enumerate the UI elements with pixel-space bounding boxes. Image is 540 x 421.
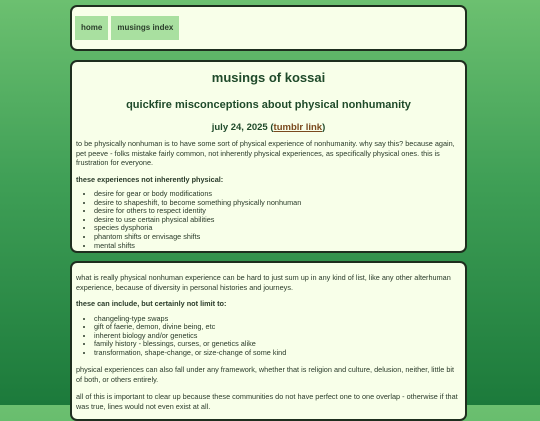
nav-panel	[70, 5, 467, 51]
post-date	[76, 122, 461, 134]
list-item: • desire for others to respect identity	[94, 207, 461, 216]
date-text: july 24, 2025 (	[211, 122, 274, 133]
home-button[interactable]: home	[75, 16, 108, 40]
list-item: • changeling-type swaps	[94, 315, 461, 324]
list-item: • transformation, shape-change, or size-change of some kind	[94, 349, 461, 358]
post-title: quickfire misconceptions about physical nonhumanity	[126, 99, 411, 111]
section2-paragraph-3: all of this is important to clear up because these communities do not have perfect one to one overlap - otherwise if that was true, lines would not even exist at all.	[76, 392, 458, 411]
section1-list	[76, 190, 461, 250]
site-title: musings of kossai	[211, 70, 326, 85]
section1-intro: to be physically nonhuman is to have some sort of physical experience of nonhumanity. why say this? because again, pet peeve - folks mistake fairly common, not inherently physical experiences, as specifically physical ones. this is frustration for everyone.	[76, 139, 455, 167]
list-item: • desire for gear or body modifications	[94, 190, 461, 199]
second-content-panel	[70, 261, 467, 421]
list-item: • family history - blessings, curses, or genetics alike	[94, 340, 461, 349]
section2-paragraph-2: physical experiences can also fall under any framework, whether that is religion and culture, delusion, neither, little bit of both, or others entirely.	[76, 365, 455, 384]
section2-list	[76, 315, 461, 358]
main-content-panel	[70, 60, 467, 253]
list-item: • phantom shifts or envisage shifts	[94, 233, 461, 242]
section2-intro: what is really physical nonhuman experience can be hard to just sum up in any kind of list, like any other alterhuman experience, because of diversity in personal histories and journeys.	[76, 273, 451, 292]
section1-heading: these experiences not inherently physical:	[76, 174, 224, 184]
list-item: • desire to shapeshift, to become something physically nonhuman	[94, 199, 461, 208]
tumblr-link[interactable]: tumblr link	[273, 122, 323, 133]
date-close: )	[322, 122, 326, 133]
musings-index-button[interactable]: musings index	[111, 16, 179, 40]
list-item: • desire to use certain physical abilities	[94, 216, 461, 225]
list-item: • inherent biology and/or genetics	[94, 332, 461, 341]
list-item: • species dysphoria	[94, 224, 461, 233]
list-item: • mental shifts	[94, 242, 461, 251]
list-item: • gift of faerie, demon, divine being, etc	[94, 323, 461, 332]
section2-heading: these can include, but certainly not limit to:	[76, 299, 227, 308]
